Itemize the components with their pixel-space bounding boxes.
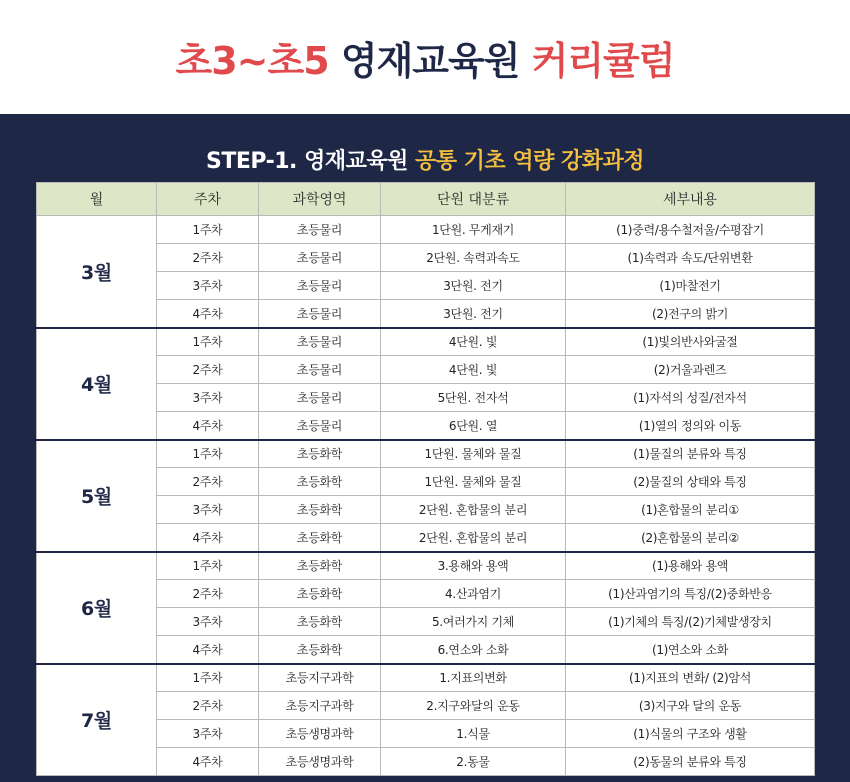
month-cell: 7월 — [37, 664, 157, 776]
unit-cell: 2.동물 — [381, 748, 566, 776]
week-cell: 2주차 — [157, 692, 259, 720]
week-cell: 2주차 — [157, 580, 259, 608]
detail-cell: (1)혼합물의 분리① — [566, 496, 815, 524]
week-cell: 4주차 — [157, 300, 259, 328]
unit-cell: 3단원. 전기 — [381, 272, 566, 300]
page-title — [176, 30, 675, 85]
area-cell: 초등지구과학 — [259, 692, 381, 720]
table-row — [37, 328, 815, 356]
detail-cell: (2)동물의 분류와 특징 — [566, 748, 815, 776]
week-cell: 1주차 — [157, 552, 259, 580]
week-cell: 4주차 — [157, 524, 259, 552]
area-cell: 초등생명과학 — [259, 720, 381, 748]
title-curriculum: 커리큘럼 — [531, 38, 675, 83]
detail-cell: (2)전구의 밝기 — [566, 300, 815, 328]
detail-cell: (1)식물의 구조와 생활 — [566, 720, 815, 748]
week-cell: 4주차 — [157, 412, 259, 440]
title-grade-range: 초3~초5 — [175, 38, 329, 83]
unit-cell: 2단원. 혼합물의 분리 — [381, 524, 566, 552]
unit-cell: 3단원. 전기 — [381, 300, 566, 328]
week-cell: 2주차 — [157, 468, 259, 496]
unit-cell: 3.용해와 용액 — [381, 552, 566, 580]
curriculum-panel — [0, 114, 850, 782]
detail-cell: (2)거울과렌즈 — [566, 356, 815, 384]
area-cell: 초등물리 — [259, 216, 381, 244]
week-cell: 3주차 — [157, 384, 259, 412]
header-month: 월 — [37, 183, 157, 216]
subtitle-step: STEP-1. 영재교육원 — [206, 149, 415, 174]
detail-cell: (1)속력과 속도/단위변환 — [566, 244, 815, 272]
area-cell: 초등물리 — [259, 244, 381, 272]
detail-cell: (1)지표의 변화/ (2)암석 — [566, 664, 815, 692]
detail-cell: (1)연소와 소화 — [566, 636, 815, 664]
week-cell: 4주차 — [157, 636, 259, 664]
area-cell: 초등화학 — [259, 524, 381, 552]
week-cell: 2주차 — [157, 356, 259, 384]
unit-cell: 1단원. 물체와 물질 — [381, 468, 566, 496]
unit-cell: 1단원. 물체와 물질 — [381, 440, 566, 468]
unit-cell: 1.지표의변화 — [381, 664, 566, 692]
detail-cell: (2)혼합물의 분리② — [566, 524, 815, 552]
table-row — [37, 440, 815, 468]
detail-cell: (1)열의 정의와 이동 — [566, 412, 815, 440]
month-cell: 5월 — [37, 440, 157, 552]
month-cell: 6월 — [37, 552, 157, 664]
week-cell: 3주차 — [157, 496, 259, 524]
header-detail: 세부내용 — [566, 183, 815, 216]
area-cell: 초등물리 — [259, 356, 381, 384]
table-row — [37, 216, 815, 244]
detail-cell: (1)마찰전기 — [566, 272, 815, 300]
header — [0, 0, 850, 114]
unit-cell: 4단원. 빛 — [381, 328, 566, 356]
unit-cell: 6.연소와 소화 — [381, 636, 566, 664]
area-cell: 초등화학 — [259, 608, 381, 636]
unit-cell: 1.식물 — [381, 720, 566, 748]
unit-cell: 6단원. 열 — [381, 412, 566, 440]
area-cell: 초등물리 — [259, 272, 381, 300]
week-cell: 4주차 — [157, 748, 259, 776]
curriculum-table — [36, 182, 815, 776]
header-week: 주차 — [157, 183, 259, 216]
area-cell: 초등화학 — [259, 552, 381, 580]
table-row — [37, 664, 815, 692]
area-cell: 초등화학 — [259, 636, 381, 664]
detail-cell: (1)용해와 용액 — [566, 552, 815, 580]
detail-cell: (1)산과염기의 특징/(2)중화반응 — [566, 580, 815, 608]
detail-cell: (3)지구와 달의 운동 — [566, 692, 815, 720]
subtitle-course: 공통 기초 역량 강화과정 — [415, 149, 644, 174]
area-cell: 초등화학 — [259, 468, 381, 496]
area-cell: 초등지구과학 — [259, 664, 381, 692]
area-cell: 초등화학 — [259, 496, 381, 524]
detail-cell: (1)물질의 분류와 특징 — [566, 440, 815, 468]
area-cell: 초등화학 — [259, 440, 381, 468]
detail-cell: (1)자석의 성질/전자석 — [566, 384, 815, 412]
table-header-row — [37, 183, 815, 216]
header-area: 과학영역 — [259, 183, 381, 216]
week-cell: 1주차 — [157, 440, 259, 468]
area-cell: 초등물리 — [259, 412, 381, 440]
detail-cell: (1)기체의 특징/(2)기체발생장치 — [566, 608, 815, 636]
area-cell: 초등물리 — [259, 328, 381, 356]
unit-cell: 5.여러가지 기체 — [381, 608, 566, 636]
unit-cell: 4단원. 빛 — [381, 356, 566, 384]
week-cell: 3주차 — [157, 272, 259, 300]
area-cell: 초등물리 — [259, 384, 381, 412]
detail-cell: (2)물질의 상태와 특징 — [566, 468, 815, 496]
unit-cell: 4.산과염기 — [381, 580, 566, 608]
unit-cell: 1단원. 무게재기 — [381, 216, 566, 244]
table-row — [37, 552, 815, 580]
detail-cell: (1)빛의반사와굴절 — [566, 328, 815, 356]
area-cell: 초등생명과학 — [259, 748, 381, 776]
header-unit: 단원 대분류 — [381, 183, 566, 216]
week-cell: 3주차 — [157, 720, 259, 748]
week-cell: 1주차 — [157, 216, 259, 244]
title-institute: 영재교육원 — [328, 38, 532, 83]
area-cell: 초등화학 — [259, 580, 381, 608]
week-cell: 1주차 — [157, 328, 259, 356]
week-cell: 3주차 — [157, 608, 259, 636]
week-cell: 1주차 — [157, 664, 259, 692]
month-cell: 4월 — [37, 328, 157, 440]
detail-cell: (1)중력/용수철저울/수평잡기 — [566, 216, 815, 244]
unit-cell: 2단원. 속력과속도 — [381, 244, 566, 272]
step-subtitle — [0, 144, 850, 175]
week-cell: 2주차 — [157, 244, 259, 272]
area-cell: 초등물리 — [259, 300, 381, 328]
table-body — [37, 216, 815, 776]
month-cell: 3월 — [37, 216, 157, 328]
unit-cell: 2단원. 혼합물의 분리 — [381, 496, 566, 524]
unit-cell: 2.지구와달의 운동 — [381, 692, 566, 720]
unit-cell: 5단원. 전자석 — [381, 384, 566, 412]
